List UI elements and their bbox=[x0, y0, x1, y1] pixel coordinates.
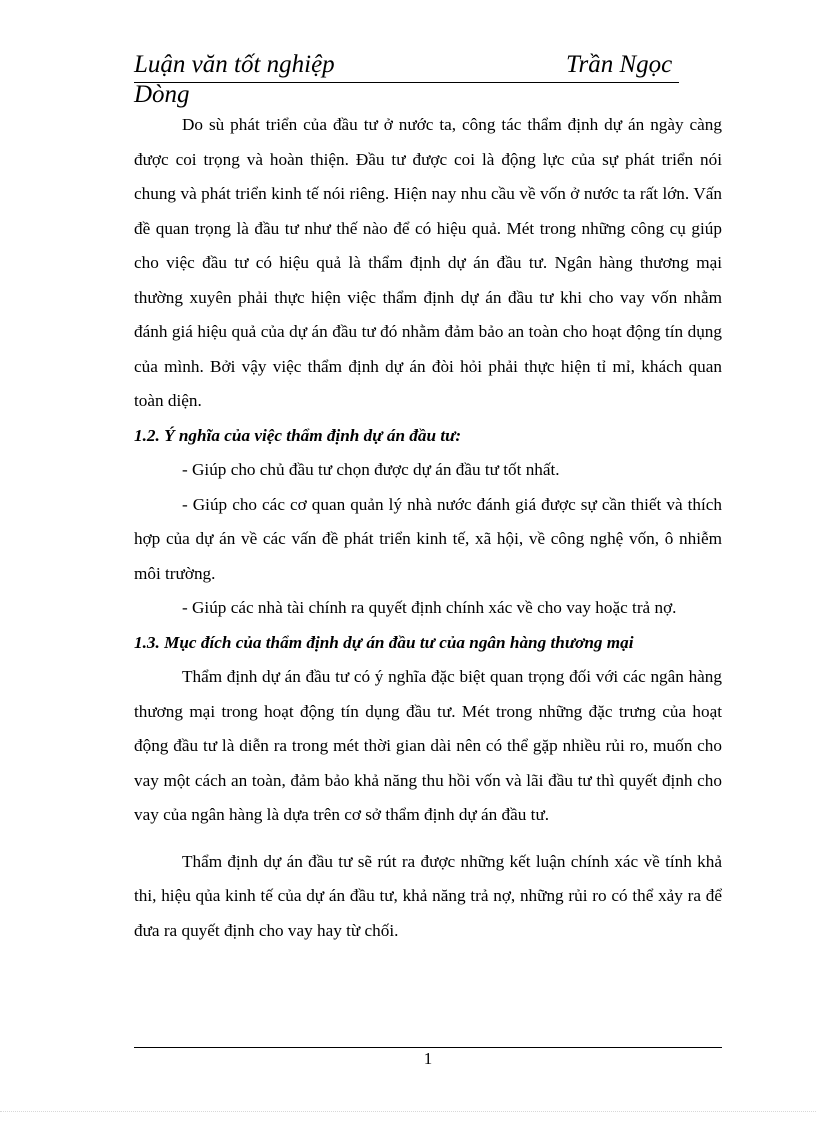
document-body bbox=[134, 108, 722, 948]
header-author-name-wrap: Dòng bbox=[134, 81, 190, 108]
bullet-item-3: - Giúp các nhà tài chính ra quyết định chính xác về cho vay hoặc trả nợ. bbox=[182, 598, 677, 617]
bullet-item-2: - Giúp cho các cơ quan quản lý nhà nước đánh giá được sự cần thiết và thích hợp của dự án về các vấn đề phát triển kinh tế, xã hội, về công nghệ vốn, ô nhiễm môi trường. bbox=[134, 494, 722, 583]
paragraph-purpose: Thẩm định dự án đầu tư có ý nghĩa đặc biệt quan trọng đối với các ngân hàng thương mại trong hoạt động tín dụng đầu tư. Mét trong những đặc trưng của hoạt động đầu tư là diễn ra trong mét thời gian dài nên có thể gặp nhiều rủi ro, muốn cho vay một cách an toàn, đảm bảo khả năng thu hồi vốn và lãi đầu tư thì quyết định cho vay của ngân hàng là dựa trên cơ sở thẩm định dự án đầu tư. bbox=[134, 667, 722, 824]
paragraph-conclusion: Thẩm định dự án đầu tư sẽ rút ra được những kết luận chính xác về tính khả thi, hiệu qủa kinh tế của dự án đầu tư, khả năng trả nợ, những rủi ro có thể xảy ra để đưa ra quyết định cho vay hay từ chối. bbox=[134, 851, 722, 940]
page-number: 1 bbox=[423, 1049, 433, 1068]
bullet-item-1: - Giúp cho chủ đầu tư chọn được dự án đầu tư tốt nhất. bbox=[182, 460, 560, 479]
paragraph-intro: Do sù phát triển của đầu tư ở nước ta, công tác thẩm định dự án ngày càng được coi trọng và hoàn thiện. Đầu tư được coi là động lực của sự phát triển nói chung và phát triển kinh tế nói riêng. Hiện nay nhu cầu về vốn ở nước ta rất lớn. Vấn đề quan trọng là đầu tư như thế nào để có hiệu quả. Mét trong những công cụ giúp cho việc đầu tư có hiệu quả là thẩm định dự án đầu tư. Ngân hàng thương mại thường xuyên phải thực hiện việc thẩm định dự án đầu tư khi cho vay vốn nhằm đánh giá hiệu quả của dự án đầu tư đó nhằm đảm bảo an toàn cho hoạt động tín dụng của mình. Bởi vậy việc thẩm định dự án đòi hỏi phải thực hiện tỉ mỉ, khách quan toàn diện. bbox=[134, 115, 722, 410]
section-heading-1-2: 1.2. Ý nghĩa của việc thẩm định dự án đầu tư: bbox=[134, 425, 462, 445]
header-author-name: Trần Ngọc bbox=[566, 51, 673, 78]
header-underline bbox=[134, 82, 679, 83]
header-thesis-title: Luận văn tốt nghiệp bbox=[134, 51, 335, 78]
footer-rule bbox=[134, 1047, 722, 1048]
page-bottom-edge bbox=[0, 1111, 816, 1112]
section-heading-1-3: 1.3. Mục đích của thẩm định dự án đầu tư của ngân hàng thương mại bbox=[134, 632, 634, 652]
